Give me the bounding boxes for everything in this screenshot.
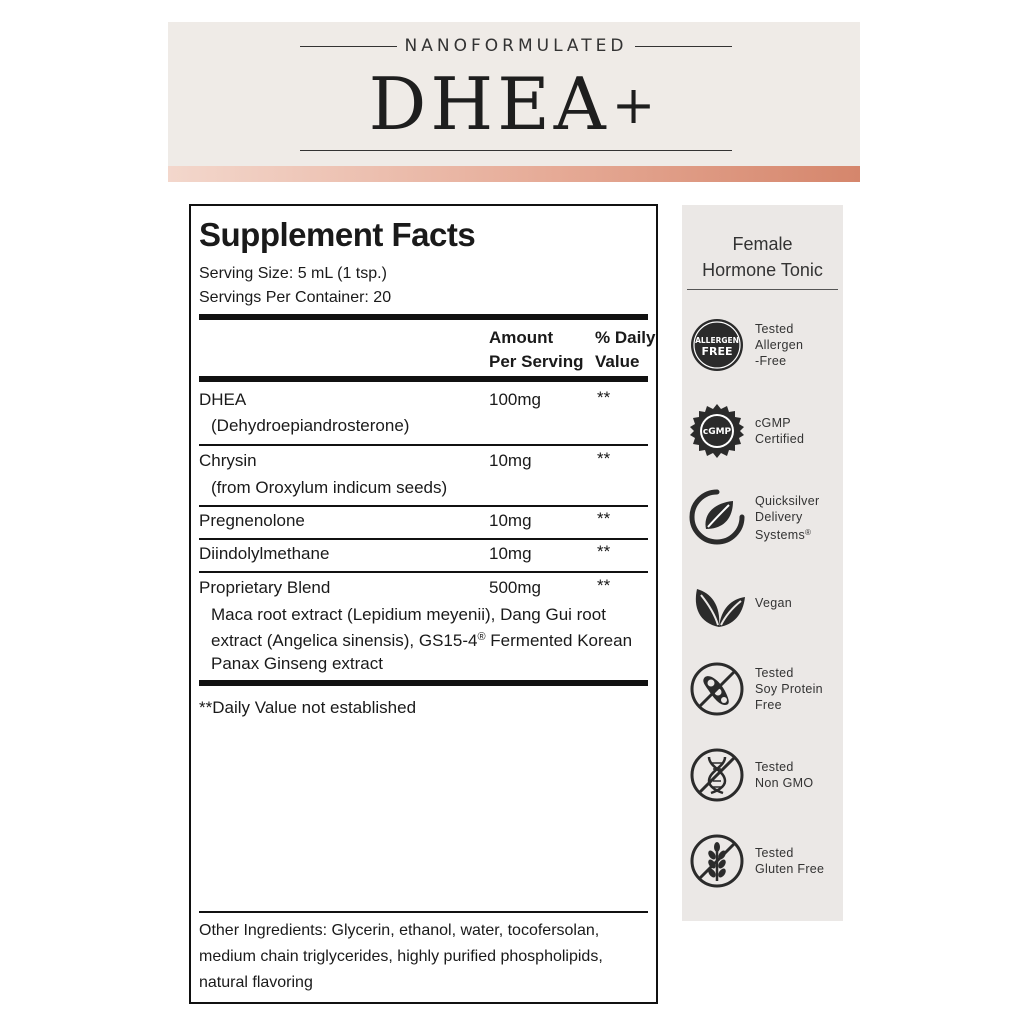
product-category-rule: [687, 289, 838, 290]
badge-label: Tested Gluten Free: [755, 846, 825, 876]
blend-desc-line3: Panax Ginseng extract: [211, 654, 383, 673]
blend-desc-line2a: extract (Angelica sinensis), GS15-4: [211, 631, 478, 650]
row-divider: [199, 444, 648, 446]
servings-per-container: Servings Per Container: 20: [199, 289, 392, 306]
badge-label: Tested Allergen -Free: [755, 322, 804, 368]
badge-label: Tested Soy Protein Free: [755, 666, 823, 712]
ingredient-amount: 10mg: [489, 511, 532, 530]
badge-cgmp: [689, 403, 839, 463]
cgmp-icon-text: cGMP: [702, 427, 732, 437]
column-header-amount: [489, 326, 584, 374]
badge-label-text: Quicksilver Delivery Systems: [755, 494, 820, 542]
ingredient-dv: **: [597, 576, 611, 595]
ingredient-name: Diindolylmethane: [199, 544, 330, 563]
benefits-panel: [682, 205, 843, 921]
ingredient-amount: 100mg: [489, 390, 541, 409]
other-ingredients: Other Ingredients: Glycerin, ethanol, water, tocofersolan, medium chain triglycerides, highly purified phospholipids, natural flavoring: [199, 922, 603, 991]
badge-label: cGMP Certified: [755, 416, 805, 446]
product-title: [168, 60, 860, 150]
header-gradient-stripe: [168, 166, 860, 182]
row-divider: [199, 538, 648, 540]
column-header-dv-line2: Value: [595, 352, 640, 371]
no-soy-icon: [689, 661, 745, 717]
ingredient-name: Chrysin: [199, 451, 257, 470]
allergen-free-icon: [689, 317, 745, 373]
daily-value-footnote: **Daily Value not established: [199, 698, 417, 717]
badge-gluten-free: [689, 833, 839, 893]
ingredient-amount: 500mg: [489, 578, 541, 597]
vegan-leaves-icon: [689, 575, 745, 631]
divider-thick-header: [199, 376, 648, 382]
supplement-facts-panel: [189, 204, 658, 1004]
badge-soy-free: [689, 661, 839, 721]
product-subtitle: NANOFORMULATED: [404, 36, 628, 56]
product-title-text: DHEA: [368, 62, 610, 146]
ingredient-sub: (Dehydroepiandrosterone): [211, 416, 410, 435]
other-ingredients-divider: [199, 911, 648, 913]
row-divider: [199, 571, 648, 573]
column-header-daily-value: [595, 326, 655, 374]
subtitle-rule-right: [635, 46, 732, 47]
serving-size: Serving Size: 5 mL (1 tsp.): [199, 265, 387, 282]
cgmp-seal-icon: [689, 403, 745, 459]
ingredient-dv: **: [597, 388, 611, 407]
blend-desc-line2: [211, 626, 651, 652]
registered-mark: ®: [805, 528, 812, 537]
ingredient-name: Pregnenolone: [199, 511, 305, 530]
ingredient-dv: **: [597, 509, 611, 528]
ingredient-dv: **: [597, 542, 611, 561]
product-category-line1: Female: [732, 234, 793, 254]
column-header-amount-line2: Per Serving: [489, 352, 584, 371]
blend-desc-line2b: Fermented Korean: [485, 631, 633, 650]
product-category: [682, 231, 843, 283]
ingredient-dv: **: [597, 449, 611, 468]
subtitle-row: [300, 34, 732, 58]
ingredient-amount: 10mg: [489, 451, 532, 470]
no-gmo-dna-icon: [689, 747, 745, 803]
badge-label: Vegan: [755, 596, 792, 610]
supplement-facts-title: Supplement Facts: [199, 216, 476, 253]
registered-mark: ®: [477, 631, 486, 643]
blend-desc-line1: Maca root extract (Lepidium meyenii), Dang Gui root: [211, 605, 606, 624]
column-header-dv-line1: % Daily: [595, 328, 656, 347]
ingredient-amount: 10mg: [489, 544, 532, 563]
row-divider: [199, 505, 648, 507]
no-gluten-wheat-icon: [689, 833, 745, 889]
ingredient-name: DHEA: [199, 390, 247, 409]
divider-thick-bottom: [199, 680, 648, 686]
badge-non-gmo: [689, 747, 839, 807]
badge-vegan: [689, 575, 839, 635]
badge-allergen-free: [689, 317, 839, 377]
title-underline: [300, 150, 732, 151]
allergen-icon-text-top: ALLERGEN: [695, 336, 739, 345]
product-category-line2: Hormone Tonic: [702, 260, 823, 280]
product-title-suffix: +: [611, 76, 660, 136]
badge-label: [755, 493, 819, 543]
proprietary-blend-description: [211, 603, 651, 675]
serving-info: [199, 262, 391, 310]
ingredient-sub: (from Oroxylum indicum seeds): [211, 478, 448, 497]
badge-label: Tested Non GMO: [755, 760, 814, 790]
badge-quicksilver: [689, 489, 839, 549]
subtitle-rule-left: [300, 46, 397, 47]
ingredient-name: Proprietary Blend: [199, 578, 331, 597]
allergen-icon-text-bottom: FREE: [701, 345, 733, 358]
quicksilver-leaf-icon: [689, 489, 745, 545]
column-header-amount-line1: Amount: [489, 328, 554, 347]
divider-thick-top: [199, 314, 648, 320]
